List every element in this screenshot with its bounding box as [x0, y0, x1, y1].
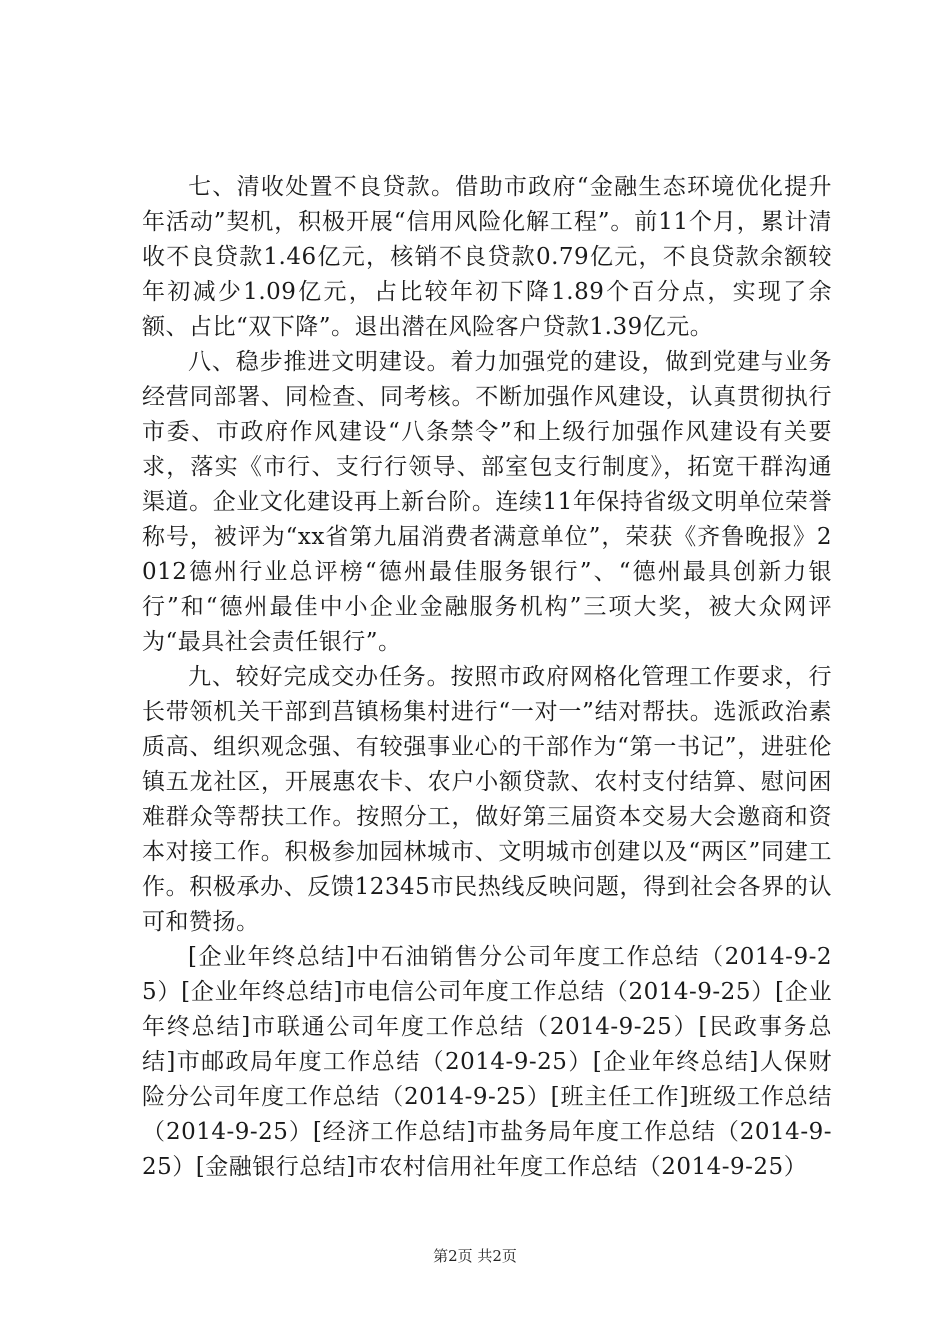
document-body: [142, 170, 832, 1185]
paragraph-non-performing-loans: 七、清收处置不良贷款。借助市政府“金融生态环境优化提升年活动”契机，积极开展“信用风险化解工程”。前11个月，累计清收不良贷款1.46亿元，核销不良贷款0.79亿元，不良贷款余额较年初减少1.09亿元，占比较年初下降1.89个百分点，实现了余额、占比“双下降”。退出潜在风险客户贷款1.39亿元。: [142, 174, 832, 340]
paragraph-civilization-building: 八、稳步推进文明建设。着力加强党的建设，做到党建与业务经营同部署、同检查、同考核。不断加强作风建设，认真贯彻执行市委、市政府作风建设“八条禁令”和上级行加强作风建设有关要求，落实《市行、支行行领导、部室包支行制度》，拓宽干群沟通渠道。企业文化建设再上新台阶。连续11年保持省级文明单位荣誉称号，被评为“xx省第九届消费者满意单位”，荣获《齐鲁晚报》2012德州行业总评榜“德州最佳服务银行”、“德州最具创新力银行”和“德州最佳中小企业金融服务机构”三项大奖，被大众网评为“最具社会责任银行”。: [142, 349, 832, 655]
related-articles-list: [企业年终总结]中石油销售分公司年度工作总结（2014-9-25）[企业年终总结]市电信公司年度工作总结（2014-9-25）[企业年终总结]市联通公司年度工作总结（2014-9-25）[民政事务总结]市邮政局年度工作总结（2014-9-25）[企业年终总结]人保财险分公司年度工作总结（2014-9-25）[班主任工作]班级工作总结（2014-9-25）[经济工作总结]市盐务局年度工作总结（2014-9-25）[金融银行总结]市农村信用社年度工作总结（2014-9-25）: [142, 944, 832, 1180]
page-number-footer: 第2页 共2页: [433, 1247, 517, 1265]
paragraph-assigned-tasks: 九、较好完成交办任务。按照市政府网格化管理工作要求，行长带领机关干部到莒镇杨集村进行“一对一”结对帮扶。选派政治素质高、组织观念强、有较强事业心的干部作为“第一书记”，进驻伦镇五龙社区，开展惠农卡、农户小额贷款、农村支付结算、慰问困难群众等帮扶工作。按照分工，做好第三届资本交易大会邀商和资本对接工作。积极参加园林城市、文明城市创建以及“两区”同建工作。积极承办、反馈12345市民热线反映问题，得到社会各界的认可和赞扬。: [142, 664, 832, 935]
